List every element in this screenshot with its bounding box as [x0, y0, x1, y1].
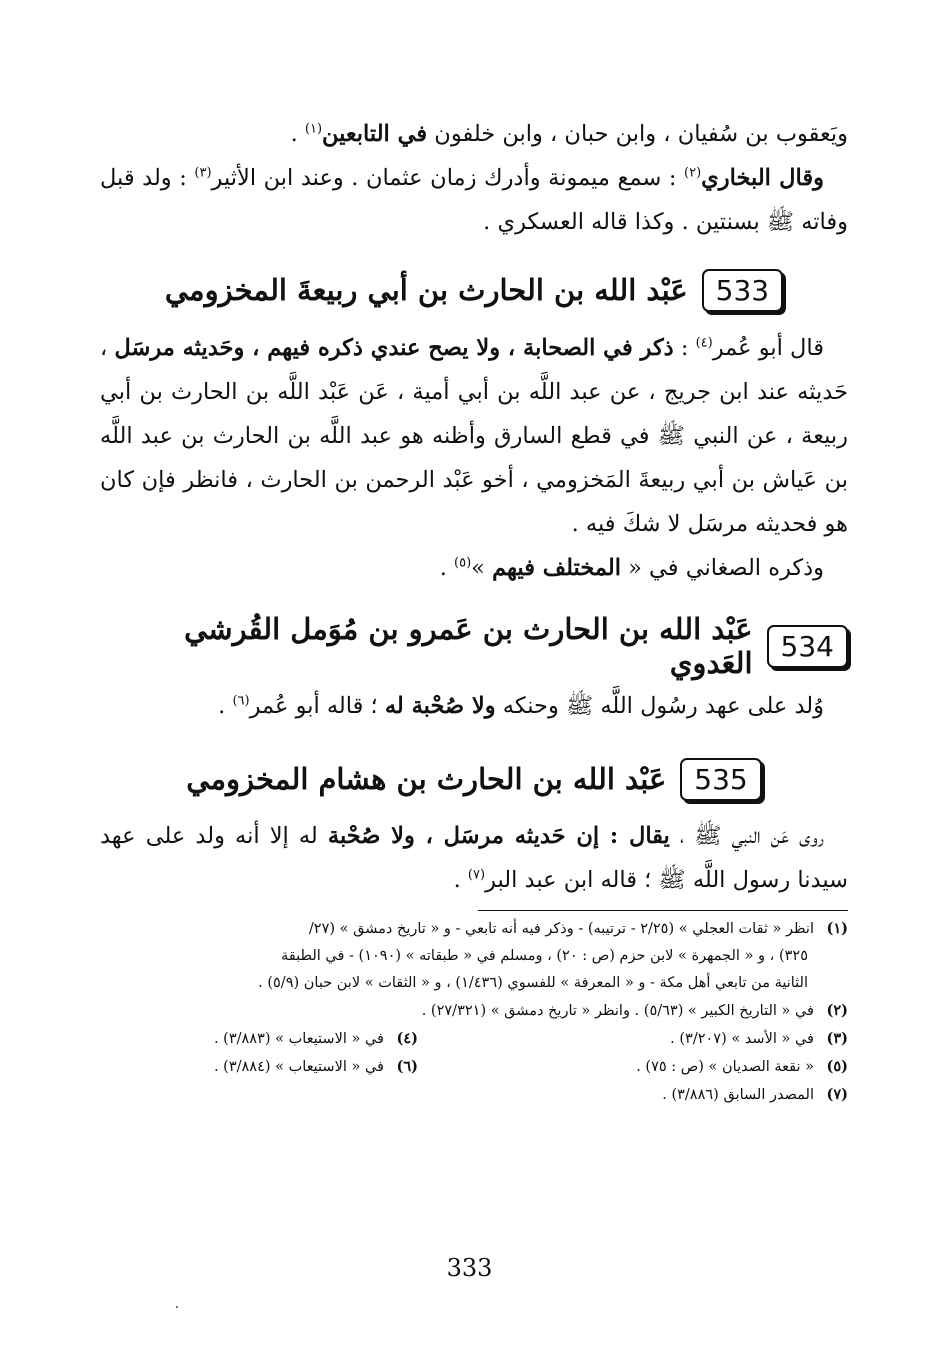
entry-text: .: [218, 693, 233, 719]
entry-bold: المختلف فيهم: [492, 555, 621, 581]
footnote: [100, 915, 848, 943]
footnote: [100, 997, 848, 1025]
entry-paragraph: [100, 546, 848, 590]
intro-text: : سمع ميمونة وأدرك زمان عثمان . وعند ابن الأثير: [211, 165, 685, 191]
footnote-text: في « التاريخ الكبير » (٥/٦٣) . وانظر « تاريخ دمشق » (٢٧/٣٢١) .: [421, 1003, 814, 1019]
footnote-number: (٤): [396, 1030, 418, 1047]
entry-text: له إلا أنه ولد على عهد سيدنا رسول اللَّه ﷺ ؛ قاله ابن عبد البر: [100, 823, 848, 893]
footnote-text: في « الاستيعاب » (٣/٨٨٣) .: [213, 1031, 384, 1047]
entry-text: :: [673, 335, 696, 361]
footnote-number: (١): [826, 920, 848, 937]
footnote-continuation: الثانية من تابعي أهل مكة - و « المعرفة » للفسوي (١/٤٣٦) ، و « الثقات » لابن حبان (٥/٩) .: [258, 975, 808, 991]
entry-number-box: 534: [767, 625, 848, 668]
footnote: [100, 1081, 848, 1109]
entry-bold: ذكر في الصحابة ، ولا يصح عندي ذكره فيهم ، وحَديثه مرسَل: [114, 335, 674, 361]
footnote: [0, 1053, 418, 1081]
page-body: [100, 112, 848, 1109]
entry-text: ؛ قاله أبو عُمر: [249, 693, 385, 719]
intro-line: [100, 112, 848, 156]
entry-text: قال أبو عُمر: [712, 335, 824, 361]
intro-text: .: [290, 121, 305, 147]
intro-paragraph: [100, 156, 848, 244]
footnote-row: [100, 1053, 848, 1081]
entry-text: »: [471, 555, 493, 581]
entry-number-box: 535: [680, 758, 761, 801]
footnote-number: (٧): [826, 1086, 848, 1103]
entry-text: ، حَديثه عند ابن جريج ، عن عبد اللَّه بن أبي أمية ، عَن عَبْد اللَّه بن الحارث بن أبي ربيعة ، عن النبي ﷺ في قطع السارق وأظنه هو عبد اللَّه بن الحارث بن عبد اللَّه بن عَياش بن أبي ربيعةَ المَخزومي ، أخو عَبْد الرحمن بن الحارث ، فانظر فإن كان هو فحديثه مرسَل لا شكَ فيه .: [100, 335, 848, 537]
footnote: [0, 1025, 418, 1053]
entry-text: روى عَن النبي ﷺ ،: [669, 823, 824, 849]
footnote-text: في « الاستيعاب » (٣/٨٨٤) .: [213, 1059, 384, 1075]
footnote-divider: [478, 910, 848, 911]
footnote-number: (٥): [826, 1058, 848, 1075]
entry-title: عَبْد الله بن الحارث بن هشام المخزومي: [186, 762, 667, 796]
entry-paragraph: [100, 326, 848, 546]
footnote-row: [100, 1025, 848, 1053]
footnote-text: المصدر السابق (٣/٨٨٦) .: [662, 1087, 814, 1103]
footnote-text: « نقعة الصديان » (ص : ٧٥) .: [636, 1059, 814, 1075]
entry-heading: [100, 744, 848, 814]
footnote-ref[interactable]: (٦): [232, 693, 250, 709]
footnote-ref[interactable]: (٢): [684, 165, 702, 181]
footnote: [418, 1025, 848, 1053]
footnote-text: انظر « ثقات العجلي » (٢/٢٥ - ترتيبه) - وذكر فيه أنه تابعي - و « تاريخ دمشق » (٢٧/: [308, 921, 814, 937]
footnote-text: في « الأسد » (٣/٢٠٧) .: [670, 1031, 814, 1047]
footnote: [418, 1053, 848, 1081]
page-number: 333: [446, 1254, 493, 1282]
intro-text: ويَعقوب بن سُفيان ، وابن حبان ، وابن خلفون: [427, 121, 848, 147]
entry-paragraph: [100, 814, 848, 902]
footnote-ref[interactable]: (٣): [194, 165, 212, 181]
entry-bold: يقال : إن حَديثه مرسَل ، ولا صُحْبة: [327, 823, 670, 849]
footnote-number: (٢): [826, 1002, 848, 1019]
entry-text: وذكره الصغاني في «: [620, 555, 824, 581]
entry-text: .: [453, 867, 468, 893]
entry-heading: [100, 608, 848, 684]
footnote-ref[interactable]: (٧): [467, 867, 486, 883]
entry-title: عَبْد الله بن الحارث بن أبي ربيعةَ المخزومي: [164, 273, 688, 307]
footnote-ref[interactable]: (٥): [454, 555, 472, 571]
entry-text: .: [439, 555, 454, 581]
footnote-number: (٦): [396, 1058, 418, 1075]
entry-heading: [100, 254, 848, 326]
intro-text: : ولد قبل وفاته ﷺ بسنتين . وكذا قاله العسكري .: [100, 165, 848, 235]
footnote-ref[interactable]: (١): [304, 121, 323, 137]
entry-paragraph: [100, 684, 848, 728]
footnote-number: (٣): [826, 1030, 848, 1047]
entry-title: عَبْد الله بن الحارث بن عَمرو بن مُوَمل القُرشي العَدوي: [184, 612, 753, 680]
footnotes: [100, 915, 848, 1109]
footnote-continuation: ٣٢٥) ، و « الجمهرة » لابن حزم (ص : ٢٠) ، ومسلم في « طبقاته » (١٠٩٠) - في الطبقة: [280, 948, 808, 964]
entry-number-box: 533: [702, 269, 783, 312]
footnote-ref[interactable]: (٤): [695, 335, 713, 351]
entry-bold: ولا صُحْبة له: [384, 693, 496, 719]
intro-bold: وقال البخاري: [701, 165, 824, 191]
entry-text: وُلد على عهد رسُول اللَّه ﷺ وحنكه: [495, 693, 824, 719]
scan-speck: [176, 1306, 178, 1308]
intro-bold: في التابعين: [322, 121, 428, 147]
